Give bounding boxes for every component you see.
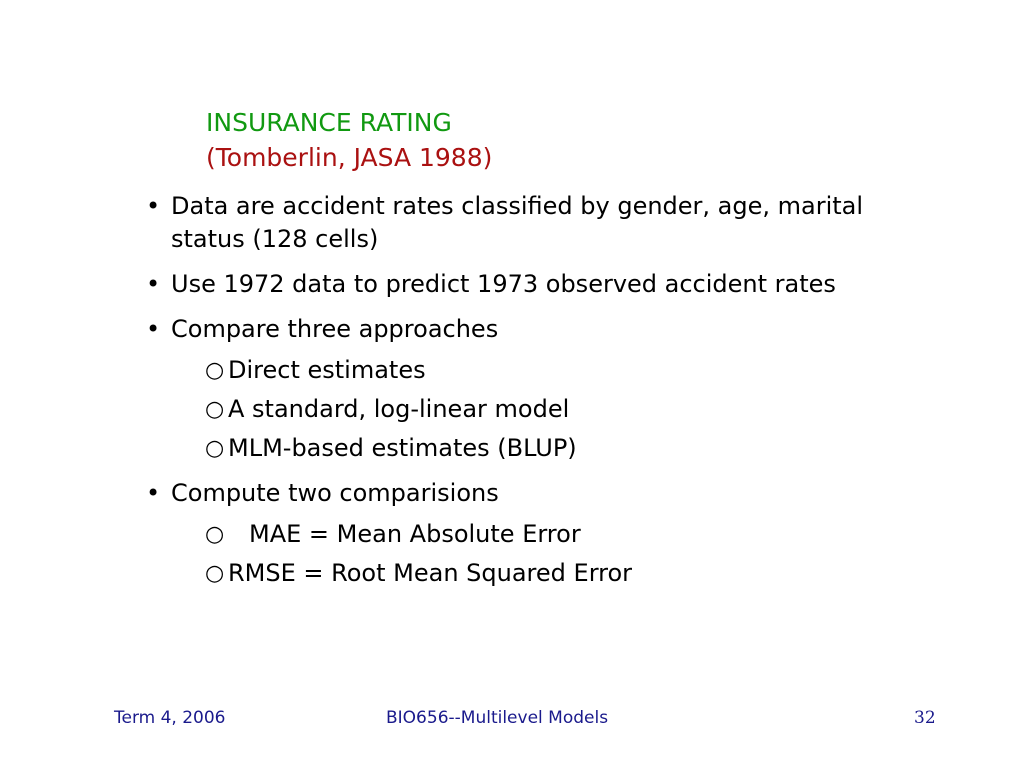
bullet-text: Data are accident rates classified by gender, age, marital status (128 cells): [171, 192, 864, 253]
bullet-icon: •: [146, 192, 161, 220]
bullet-text: Use 1972 data to predict 1973 observed accident rates: [171, 270, 836, 298]
circle-bullet-icon: ○: [205, 522, 225, 547]
bullet-item: [146, 190, 916, 256]
sub-item: [205, 518, 916, 551]
circle-bullet-icon: ○: [205, 397, 225, 422]
sub-item: [205, 557, 916, 590]
bullet-text: Compute two comparisions: [171, 479, 499, 507]
bullet-icon: •: [146, 479, 161, 507]
circle-bullet-icon: ○: [205, 436, 225, 461]
bullet-item: [146, 268, 916, 301]
footer-course: BIO656--Multilevel Models: [386, 708, 609, 728]
sub-list: [205, 518, 916, 590]
slide-subtitle: (Tomberlin, JASA 1988): [206, 143, 493, 172]
footer-term: Term 4, 2006: [114, 708, 226, 728]
bullet-icon: •: [146, 315, 161, 343]
sub-item-text: MAE = Mean Absolute Error: [249, 520, 581, 548]
sub-item-text: Direct estimates: [228, 356, 426, 384]
sub-item-text: A standard, log-linear model: [228, 395, 570, 423]
sub-item: [205, 393, 916, 426]
bullet-item: [146, 313, 916, 465]
sub-item: [205, 432, 916, 465]
bullet-text: Compare three approaches: [171, 315, 499, 343]
bullet-item: [146, 477, 916, 590]
sub-item-text: MLM-based estimates (BLUP): [228, 434, 577, 462]
bullet-list: [146, 190, 916, 602]
page-number: 32: [914, 708, 936, 728]
sub-item-text: RMSE = Root Mean Squared Error: [228, 559, 633, 587]
sub-list: [205, 354, 916, 465]
circle-bullet-icon: ○: [205, 358, 225, 383]
sub-item: [205, 354, 916, 387]
slide-title: INSURANCE RATING: [206, 108, 452, 137]
circle-bullet-icon: ○: [205, 561, 225, 586]
bullet-icon: •: [146, 270, 161, 298]
